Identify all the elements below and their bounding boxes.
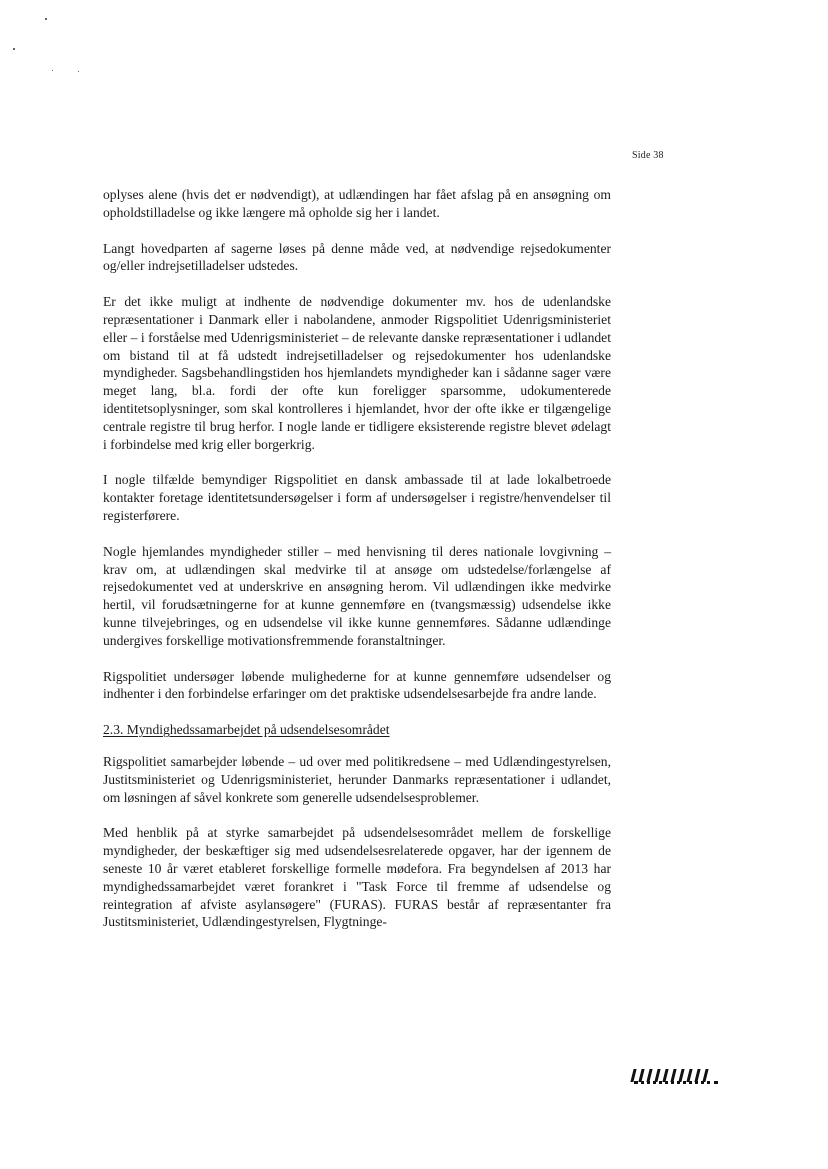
paragraph-3: Er det ikke muligt at indhente de nødvendige dokumenter mv. hos de udenlandske repræsentationer i Danmark eller i nabolandene, anmoder Rigspolitiet Udenrigsministeriet eller – i forståelse med Udenrigsministeriet – de relevante danske repræsentationer i udlandet om bistand til at få udstedt indrejsetilladelser og rejsedokumenter hos udenlandske myndigheder. Sagsbehandlingstiden hos hjemlandets myndigheder kan i sådanne sager være meget lang, bl.a. fordi der ofte kun foreligger sparsomme, udokumenterede identitetsoplysninger, som skal kontrolleres i hjemlandet, hvor der ofte ikke er tilgængelige centrale registre til brug herfor. I nogle lande er tidligere eksisterende registre blevet ødelagt i forbindelse med krig eller borgerkrig. [103, 294, 611, 452]
paragraph-4: I nogle tilfælde bemyndiger Rigspolitiet en dansk ambassade til at lade lokalbetroede kontakter foretage identitetsundersøgelser i form af undersøgelser i registre/henvendelser til registerførere. [103, 472, 611, 523]
paragraph-5: Nogle hjemlandes myndigheder stiller – med henvisning til deres nationale lovgivning – krav om, at udlændingen skal medvirke til at ansøge om udstedelse/forlængelse af rejsedokumentet ved at underskrive en ansøgning herom. Vil udlændingen ikke medvirke hertil, vil forudsætningerne for at kunne gennemføre en (tvangsmæssig) udsendelse ikke kunne tilvejebringes, og en udsendelse vil ikke kunne gennemføres. Sådanne udlændinge undergives forskellige motivationsfremmende foranstaltninger. [103, 543, 611, 648]
paragraph-2: Langt hovedparten af sagerne løses på denne måde ved, at nødvendige rejsedokumenter og/eller indrejsetilladelser udstedes. [103, 240, 611, 274]
barcode-base-line [634, 1078, 718, 1084]
scan-artifact-dot [13, 48, 15, 50]
section-paragraph-2: Med henblik på at styrke samarbejdet på udsendelsesområdet mellem de forskellige myndigheder, der beskæftiger sig med udsendelsesrelaterede opgaver, har der igennem de seneste 10 år været etableret forskellige formelle mødefora. Fra begyndelsen af 2013 har myndighedssamarbejdet været forankret i "Task Force til fremme af udsendelse og reintegration af afviste asylansøgere" (FURAS). FURAS består af repræsentanter fra Justitsministeriet, Udlændingestyrelsen, Flygtninge- [103, 825, 611, 930]
section-paragraph-1: Rigspolitiet samarbejder løbende – ud over med politikredsene – med Udlændingestyrelsen, Justitsministeriet og Udenrigsministeriet, herunder Danmarks repræsentationer i udlandet, om løsningen af såvel konkrete som generelle udsendelsesproblemer. [103, 753, 611, 805]
paragraph-1: oplyses alene (hvis det er nødvendigt), at udlændingen har fået afslag på en ansøgning om opholdstilladelse og ikke længere må opholde sig her i landet. [103, 187, 611, 220]
page-number: Side 38 [632, 150, 664, 161]
section-heading: 2.3. Myndighedssamarbejdet på udsendelsesområdet [103, 722, 390, 738]
scan-artifact-dot [78, 71, 79, 72]
scan-artifact-dot [52, 70, 53, 71]
document-body [103, 186, 611, 949]
paragraph-6: Rigspolitiet undersøger løbende mulighederne for at kunne gennemføre udsendelser og indhenter i den forbindelse erfaringer om det praktiske udsendelsesarbejde fra andre lande. [103, 668, 611, 702]
scan-artifact-dot [45, 18, 47, 20]
